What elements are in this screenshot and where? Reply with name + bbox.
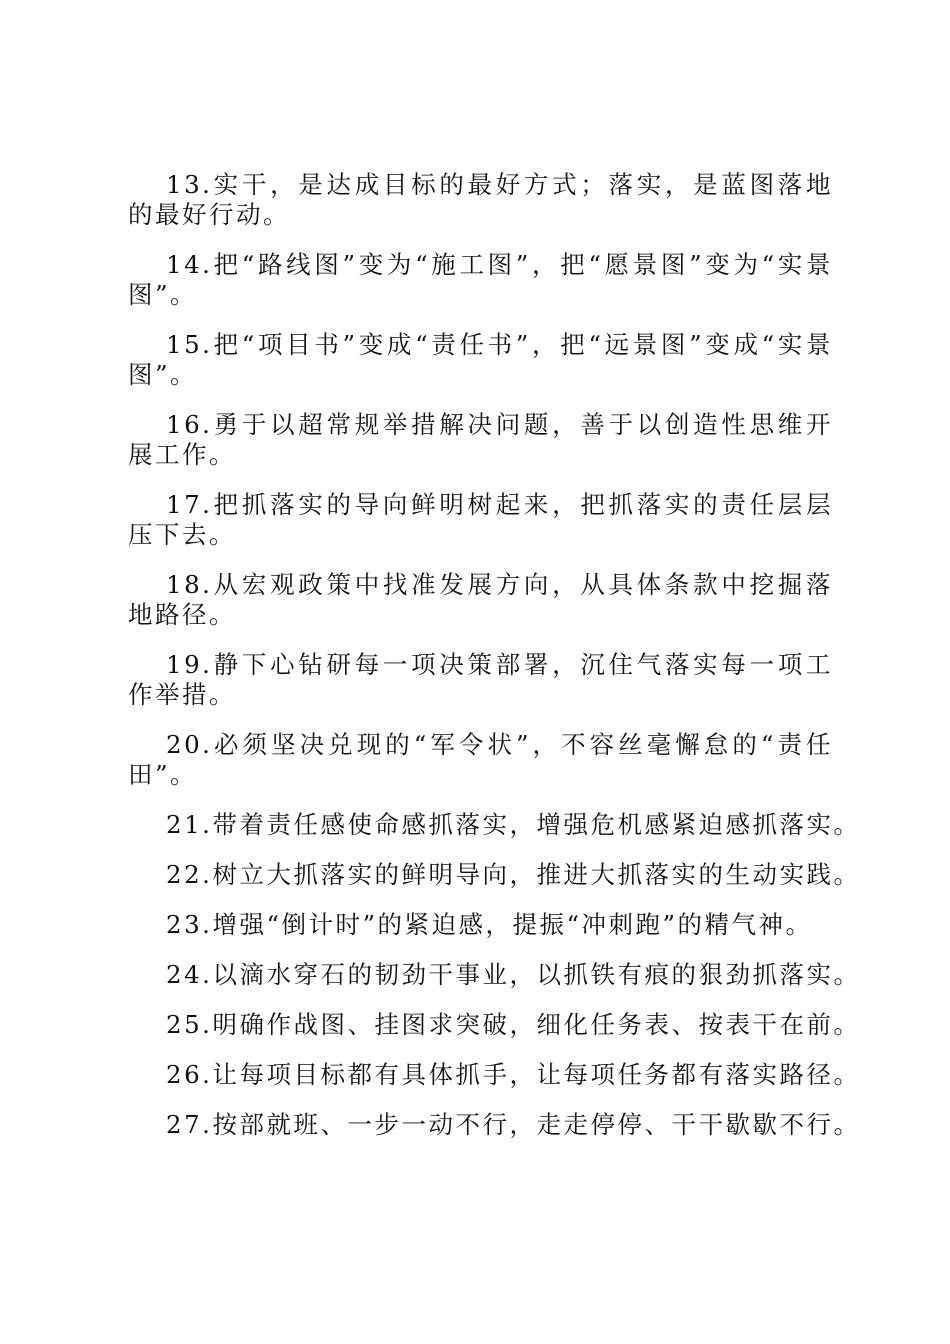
list-item: 24.以滴水穿石的韧劲干事业，以抓铁有痕的狠劲抓落实。 [166, 960, 861, 989]
list-item: 14.把“路线图”变为“施工图”，把“愿景图”变为“实景图”。 [128, 250, 833, 309]
list-item: 25.明确作战图、挂图求突破，细化任务表、按表干在前。 [166, 1010, 861, 1039]
list-item: 17.把抓落实的导向鲜明树起来，把抓落实的责任层层压下去。 [128, 490, 833, 549]
list-item: 26.让每项目标都有具体抓手，让每项任务都有落实路径。 [166, 1060, 861, 1089]
list-item: 15.把“项目书”变成“责任书”，把“远景图”变成“实景图”。 [128, 330, 833, 389]
list-item: 19.静下心钻研每一项决策部署，沉住气落实每一项工作举措。 [128, 650, 833, 709]
list-item: 13.实干，是达成目标的最好方式；落实，是蓝图落地的最好行动。 [128, 170, 833, 229]
list-item: 21.带着责任感使命感抓落实，增强危机感紧迫感抓落实。 [166, 810, 861, 839]
list-item: 27.按部就班、一步一动不行，走走停停、干干歇歇不行。 [166, 1110, 861, 1139]
quote-list [128, 170, 861, 1160]
list-item: 20.必须坚决兑现的“军令状”，不容丝毫懈怠的“责任田”。 [128, 730, 833, 789]
list-item: 23.增强“倒计时”的紧迫感，提振“冲刺跑”的精气神。 [166, 910, 813, 939]
list-item: 18.从宏观政策中找准发展方向，从具体条款中挖掘落地路径。 [128, 570, 833, 629]
list-item: 16.勇于以超常规举措解决问题，善于以创造性思维开展工作。 [128, 410, 833, 469]
list-item: 22.树立大抓落实的鲜明导向，推进大抓落实的生动实践。 [166, 860, 861, 889]
